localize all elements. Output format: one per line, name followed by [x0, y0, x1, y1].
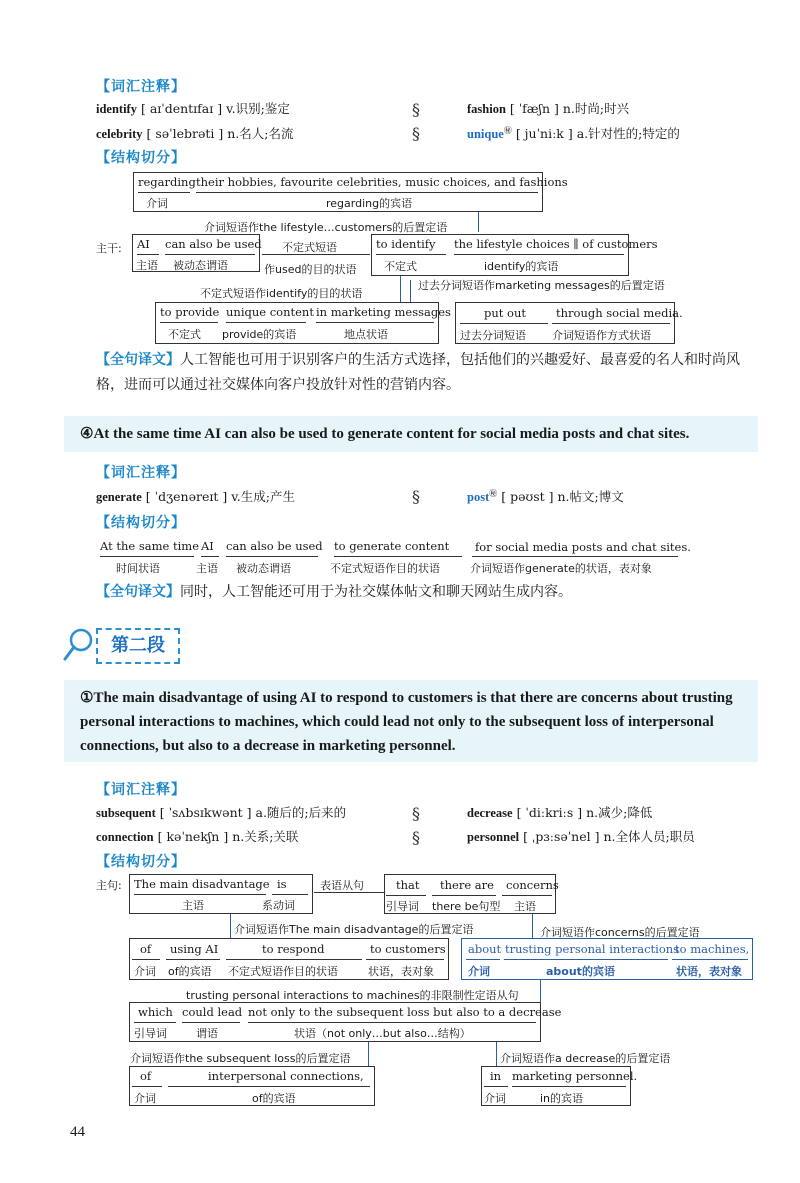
segment-label: 不定式: [168, 328, 201, 341]
segment-label: 状语，表对象: [368, 965, 434, 978]
structure-heading: 【结构切分】: [96, 149, 186, 165]
vocab-entry: post㊙ [ pəʊst ] n.帖文;博文: [467, 488, 624, 504]
magnifier-icon: [62, 626, 96, 664]
vocab-entry: generate [ ˈdʒenəreɪt ] v.生成;产生: [96, 489, 295, 504]
segment-label: 主语: [136, 259, 158, 272]
segment-text: of: [140, 942, 152, 956]
segment-text: to provide: [160, 305, 220, 319]
annotation: 介词短语作the lifestyle…customers的后置定语: [204, 221, 448, 234]
segment-label: in的宾语: [540, 1092, 584, 1105]
segment-label: of的宾语: [252, 1092, 296, 1105]
segment-text: to respond: [262, 942, 325, 956]
sentence-4: ④At the same time AI can also be used to generate content for social media posts and chat sites.: [64, 416, 758, 452]
wavy-divider: §: [412, 804, 420, 823]
segment-label: 时间状语: [116, 562, 160, 575]
segment-text: is: [277, 877, 287, 891]
segment-label: 谓语: [196, 1027, 218, 1040]
segment-text: using AI: [170, 942, 219, 956]
vocab-heading: 【词汇注释】: [96, 78, 186, 94]
segment-label: 介词短语作generate的状语，表对象: [470, 562, 652, 575]
vocab-entry: decrease [ ˈdiːkriːs ] n.减少;降低: [467, 805, 653, 820]
segment-label: 状语（not only…but also…结构）: [294, 1027, 471, 1040]
segment-label: 介词: [134, 965, 156, 978]
segment-label: 不定式短语作目的状语: [330, 562, 440, 575]
segment-text: AI: [201, 539, 214, 553]
segment-text: to identify: [376, 237, 436, 251]
segment-text: unique content: [226, 305, 314, 319]
segment-text: trusting personal interactions: [505, 942, 680, 956]
segment-label: 过去分词短语: [460, 329, 526, 342]
vocab-entry: personnel [ ˌpɜːsəˈnel ] n.全体人员;职员: [467, 829, 695, 844]
segment-text: there are: [440, 878, 494, 892]
segment-label: 被动态谓语: [173, 259, 228, 272]
annotation: 介词短语作The main disadvantage的后置定语: [234, 923, 474, 936]
annotation: 作used的目的状语: [264, 263, 357, 276]
segment-text: regarding: [138, 175, 196, 189]
vocab-heading: 【词汇注释】: [96, 464, 186, 480]
annotation: 介词短语作a decrease的后置定语: [500, 1052, 671, 1065]
main-label: 主句:: [96, 879, 122, 892]
segment-text: concerns: [506, 878, 559, 892]
segment-label: 介词: [484, 1092, 506, 1105]
segment-label: regarding的宾语: [326, 197, 413, 210]
structure-heading: 【结构切分】: [96, 853, 186, 869]
segment-text: not only to the subsequent loss but also to a decrease: [248, 1005, 562, 1019]
annotation: 过去分词短语作marketing messages的后置定语: [418, 279, 665, 292]
segment-text: that: [396, 878, 420, 892]
vocab-entry: connection [ kəˈnekʃn ] n.关系;关联: [96, 829, 299, 844]
segment-text: put out: [484, 306, 526, 320]
annotation: 介词短语作the subsequent loss的后置定语: [130, 1052, 351, 1065]
segment-label: identify的宾语: [484, 260, 559, 273]
segment-text: could lead: [182, 1005, 243, 1019]
section-title: 第二段: [96, 628, 180, 664]
annotation: 不定式短语: [282, 241, 337, 254]
vocab-heading: 【词汇注释】: [96, 781, 186, 797]
segment-text: to customers: [370, 942, 446, 956]
segment-label: 被动态谓语: [236, 562, 291, 575]
segment-label: 不定式短语作目的状语: [228, 965, 338, 978]
segment-label: there be句型: [432, 900, 501, 913]
segment-text: can also be used: [226, 539, 323, 553]
structure-heading: 【结构切分】: [96, 514, 186, 530]
vocab-entry: celebrity [ səˈlebrəti ] n.名人;名流: [96, 126, 294, 141]
segment-text: about: [468, 942, 502, 956]
segment-text: to generate content: [334, 539, 450, 553]
segment-text: At the same time: [100, 539, 200, 553]
vocab-entry: unique㊙ [ juˈniːk ] a.针对性的;特定的: [467, 125, 680, 141]
segment-text: The main disadvantage: [134, 877, 270, 891]
segment-label: 主语: [196, 562, 218, 575]
page-number: 44: [70, 1124, 85, 1140]
annotation: trusting personal interactions to machines的非限制性定语从句: [186, 989, 519, 1002]
segment-text: AI: [137, 237, 150, 251]
segment-label: 不定式: [384, 260, 417, 273]
segment-text: the lifestyle choices ∥ of customers: [454, 237, 658, 251]
vocab-entry: subsequent [ ˈsʌbsɪkwənt ] a.随后的;后来的: [96, 805, 347, 820]
translation: 【全句译文】人工智能也可用于识别客户的生活方式选择，包括他们的兴趣爱好、最喜爱的名人和时尚风格，进而可以通过社交媒体向客户投放针对性的营销内容。: [96, 352, 740, 393]
wavy-divider: §: [412, 487, 420, 506]
vocab-entry: identify [ aɪˈdentɪfaɪ ] v.识别;鉴定: [96, 101, 290, 116]
segment-label: provide的宾语: [222, 328, 297, 341]
segment-label: 介词: [134, 1092, 156, 1105]
segment-text: which: [138, 1005, 173, 1019]
segment-label: 引导词: [134, 1027, 167, 1040]
segment-label: 系动词: [262, 899, 295, 912]
wavy-divider: §: [412, 124, 420, 143]
sentence-1: ①The main disadvantage of using AI to respond to customers is that there are concerns about trusting personal interactions to machines, which could lead not only to the subsequent loss of interpersonal connections, but also to a decrease in marketing personnel.: [64, 680, 758, 762]
segment-text: to machines,: [675, 942, 750, 956]
segment-text: for social media posts and chat sites.: [475, 540, 691, 554]
segment-text: in marketing messages: [316, 305, 451, 319]
segment-text: through social media.: [556, 306, 683, 320]
segment-text: of: [140, 1069, 152, 1083]
segment-text: can also be used: [165, 237, 262, 251]
translation: 【全句译文】同时，人工智能还可用于为社交媒体帖文和聊天网站生成内容。: [96, 584, 572, 600]
segment-text: interpersonal connections,: [208, 1069, 364, 1083]
main-label: 主干:: [96, 242, 122, 255]
segment-label: 主语: [514, 900, 536, 913]
segment-label: 主语: [182, 899, 204, 912]
segment-label: 介词: [146, 197, 168, 210]
wavy-divider: §: [412, 100, 420, 119]
vocab-entry: fashion [ ˈfæʃn ] n.时尚;时兴: [467, 101, 630, 116]
segment-label: 状语，表对象: [676, 965, 742, 978]
annotation: 介词短语作concerns的后置定语: [540, 926, 700, 939]
annotation: 不定式短语作identify的目的状语: [200, 287, 363, 300]
segment-label: 引导词: [386, 900, 419, 913]
segment-label: 地点状语: [344, 328, 388, 341]
segment-text: marketing personnel.: [512, 1069, 638, 1083]
segment-label: of的宾语: [168, 965, 212, 978]
wavy-divider: §: [412, 828, 420, 847]
segment-label: 介词短语作方式状语: [552, 329, 651, 342]
segment-label: about的宾语: [546, 965, 615, 978]
annotation: 表语从句: [320, 879, 364, 892]
segment-label: 介词: [468, 965, 490, 978]
segment-text: their hobbies, favourite celebrities, music choices, and fashions: [196, 175, 568, 189]
segment-text: in: [490, 1069, 502, 1083]
